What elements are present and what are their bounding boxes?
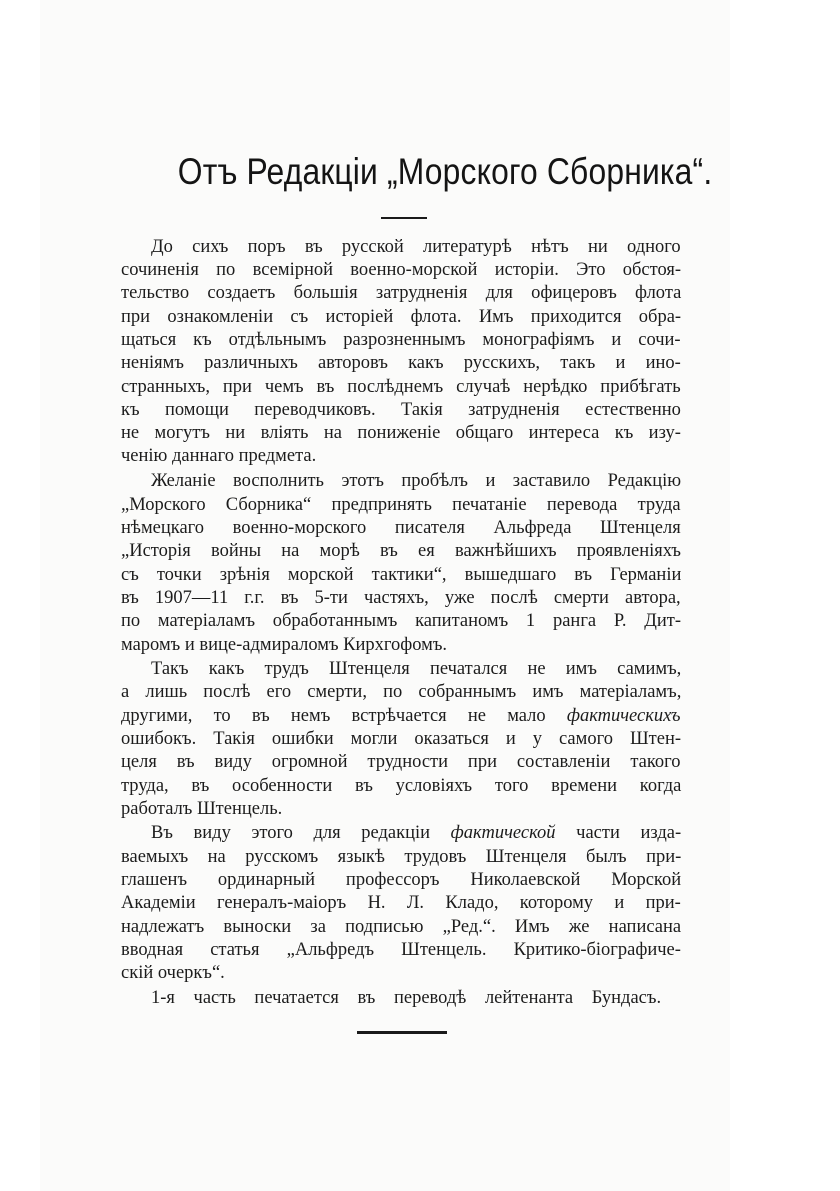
title-divider	[381, 217, 427, 219]
p4-line-1-text: Въ виду этого для редакціи	[151, 823, 451, 843]
p3-line-5: целя въ виду огромной трудности при составленіи такого	[121, 752, 681, 772]
p4-line-2: ваемыхъ на русскомъ языкѣ трудовъ Штенцеля былъ при-	[121, 847, 682, 867]
p1-line-8: къ помощи переводчиковъ. Такія затрудненія естественно	[121, 400, 681, 420]
p4-line-4: Академіи генералъ-маіоръ Н. Л. Кладо, которому и при-	[121, 893, 681, 913]
p2-line-8: маромъ и вице-адмираломъ Кирхгофомъ.	[121, 635, 448, 655]
p2-line-1: Желаніе восполнить этотъ пробѣлъ и заставило Редакцію	[151, 471, 682, 491]
p2-line-4: „Исторія войны на морѣ въ ея важнѣйшихъ проявленіяхъ	[121, 541, 681, 561]
p3-line-1: Такъ какъ трудъ Штенцеля печатался не имъ самимъ,	[151, 659, 682, 679]
p1-line-7: странныхъ, при чемъ въ послѣднемъ случаѣ нерѣдко прибѣгать	[121, 377, 681, 397]
p2-line-6: въ 1907—11 г.г. въ 5-ти частяхъ, уже послѣ смерти автора,	[121, 588, 681, 608]
p1-line-10: ченію даннаго предмета.	[121, 446, 317, 466]
p5-line-1: 1-я часть печатается въ переводѣ лейтенанта Бундасъ.	[151, 988, 662, 1008]
p2-line-5: съ точки зрѣнія морской тактики“, вышедшаго въ Германіи	[121, 565, 682, 585]
p2-line-7: по матеріаламъ обработаннымъ капитаномъ 1 ранга Р. Дит-	[121, 611, 682, 631]
p4-line-5: надлежатъ выноски за подписью „Ред.“. Имъ же написана	[121, 917, 682, 937]
p3-line-4: ошибокъ. Такія ошибки могли оказаться и у самого Штен-	[121, 729, 682, 749]
p4-line-3: глашенъ ординарный профессоръ Николаевской Морской	[121, 870, 682, 890]
p1-line-9: не могутъ ни вліять на пониженіе общаго интереса къ изу-	[121, 423, 681, 443]
p3-line-3-italic: фактическихъ	[566, 706, 681, 726]
p4-line-1-tail: части изда-	[555, 823, 682, 843]
p4-line-1	[151, 822, 681, 844]
p1-line-6: неніямъ различныхъ авторовъ какъ русскихъ, такъ и ино-	[121, 353, 681, 373]
end-divider	[357, 1031, 447, 1034]
p3-line-3-text: другими, то въ немъ встрѣчается не мало	[121, 706, 567, 726]
p3-line-6: труда, въ особенности въ условіяхъ того времени когда	[121, 776, 682, 796]
p1-line-1: До сихъ поръ въ русской литературѣ нѣтъ ни одного	[151, 237, 681, 257]
p1-line-2: сочиненія по всемірной военно-морской исторіи. Это обстоя-	[121, 260, 682, 280]
p1-line-3: тельство создаетъ большія затрудненія для офицеровъ флота	[121, 283, 682, 303]
p1-line-5: щаться къ отдѣльнымъ разрозненнымъ монографіямъ и сочи-	[121, 330, 681, 350]
p2-line-2: „Морского Сборника“ предпринять печатаніе перевода труда	[121, 495, 681, 515]
p4-line-6: вводная статья „Альфредъ Штенцель. Критико-біографиче-	[121, 940, 681, 960]
p2-line-3: нѣмецкаго военно-морского писателя Альфреда Штенцеля	[121, 518, 681, 538]
p4-line-7: скій очеркъ“.	[121, 963, 225, 983]
p1-line-4: при ознакомленіи съ исторіей флота. Имъ приходится обра-	[121, 307, 682, 327]
p3-line-2: а лишь послѣ его смерти, по собраннымъ имъ матеріаламъ,	[121, 682, 682, 702]
page-title: Отъ Редакціи „Морского Сборника“.	[177, 151, 713, 192]
p3-line-3	[121, 705, 681, 727]
p4-line-1-italic: фактической	[450, 823, 556, 843]
p3-line-7: работалъ Штенцель.	[121, 799, 283, 819]
